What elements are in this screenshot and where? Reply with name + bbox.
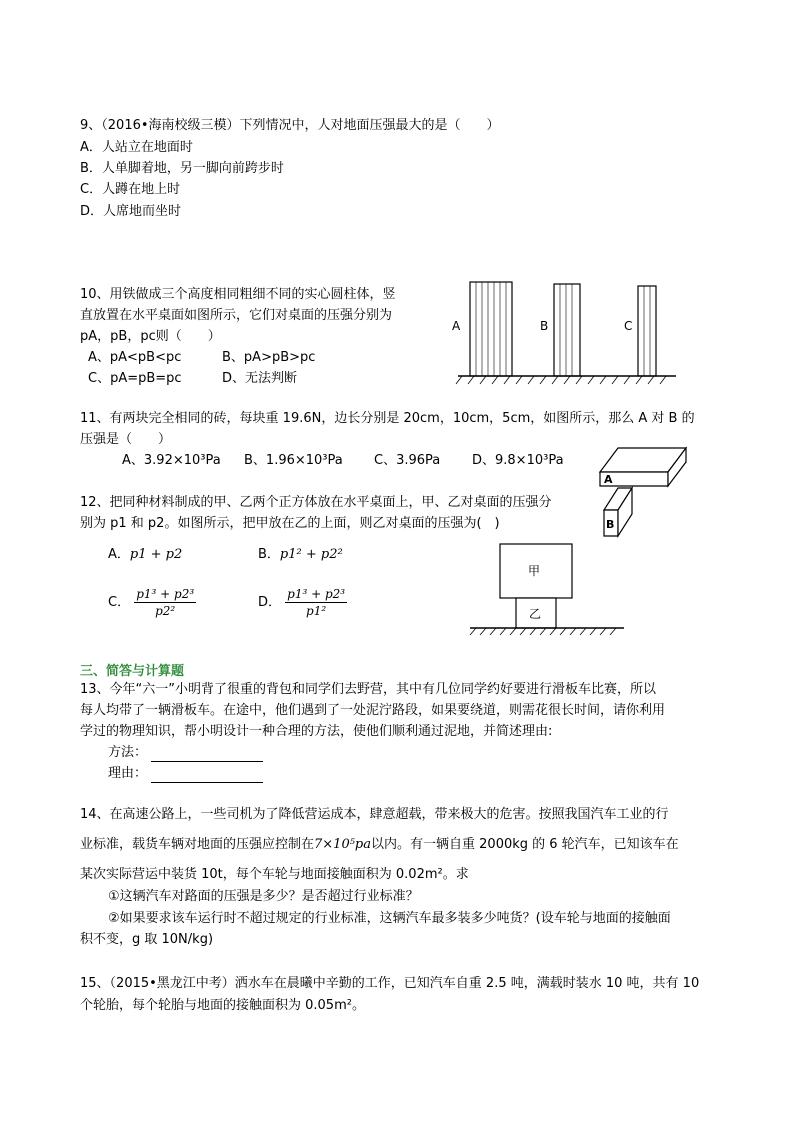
q13-stem-line1: 13、今年“六一”小明背了很重的背包和同学们去野营，其中有几位同学约好要进行滑板车比赛，所以 <box>80 682 657 697</box>
q12-option-c: C． $\frac{\text{p1³ + p2³}}{\text{p2²}}$ <box>108 587 195 618</box>
q10-option-c: C、pA=pB=pc <box>88 371 182 386</box>
cylinder-c <box>638 286 656 376</box>
q11-option-a: A、3.92×10³Pa <box>122 453 221 468</box>
q10-option-b: B、pA>pB>pc <box>222 350 316 365</box>
brick-a <box>600 448 686 486</box>
brick-b-label: B <box>606 518 615 531</box>
q12-stacked-cubes-figure <box>466 542 628 638</box>
cube-yi-label: 乙 <box>529 607 542 621</box>
q14-subquestion-1: ①这辆汽车对路面的压强是多少？是否超过行业标准？ <box>108 889 419 904</box>
q9-stem: 9、（2016•海南校级三模）下列情况中，人对地面压强最大的是（ ） <box>80 118 500 133</box>
q13-reason: 理由： <box>108 765 263 783</box>
q12-stem-line2: 别为 p1 和 p2。如图所示，把甲放在乙的上面，则乙对桌面的压强为( ) <box>80 516 500 531</box>
q14-stem-line3: 某次实际营运中装货 10t，每个车轮与地面接触面积为 0.02m²。求 <box>80 867 469 882</box>
q10-stem-line1: 10、用铁做成三个高度相同粗细不同的实心圆柱体，竖 <box>80 287 396 302</box>
section-heading: 三、简答与计算题 <box>80 664 185 679</box>
q12-option-c-fraction: $\frac{\text{p1³ + p2³}}{\text{p2²}}$ <box>136 587 195 618</box>
q11-bricks-figure <box>596 440 692 540</box>
q12-option-b: B．p1² + p2² <box>258 547 343 562</box>
q10-option-a: A、pA<pB<pc <box>88 350 182 365</box>
cylinder-a-label: A <box>452 319 461 333</box>
method-answer-blank[interactable] <box>151 747 263 762</box>
q14-subquestion-2-cont: 积不变，g 取 10N/kg) <box>80 932 214 947</box>
q12-option-d: D． $\frac{\text{p1³ + p2³}}{\text{p1²}}$ <box>258 587 346 618</box>
q9-option-b: B．人单脚着地，另一脚向前跨步时 <box>80 161 284 176</box>
q10-stem-line2: 直放置在水平桌面如图所示，它们对桌面的压强分别为 <box>80 308 393 323</box>
q12-option-d-fraction: $\frac{\text{p1³ + p2³}}{\text{p1²}}$ <box>287 587 346 618</box>
q12-option-a: A．p1 + p2 <box>108 547 183 562</box>
q11-stem-line2: 压强是（ ） <box>80 432 172 447</box>
q10-stem-line3: pA，pB，pc则（ ） <box>80 329 221 344</box>
q9-option-d: D．人席地而坐时 <box>80 204 182 219</box>
q11-option-d: D、9.8×10³Pa <box>472 453 564 468</box>
reason-answer-blank[interactable] <box>151 768 263 783</box>
q13-stem-line2: 每人均带了一辆滑板车。在途中，他们遇到了一处泥泞路段，如果要绕道，则需花很长时间，请你利用 <box>80 703 666 718</box>
q13-method: 方法： <box>108 744 263 762</box>
q14-stem-line2: 业标准，载货车辆对地面的压强应控制在7×10⁵pa以内。有一辆自重 2000kg 的 6 轮汽车，已知该车在 <box>80 837 679 852</box>
q14-subquestion-2: ②如果要求该车运行时不超过规定的行业标准，这辆汽车最多装多少吨货？(设车轮与地面的接触面 <box>108 911 671 926</box>
cylinder-c-label: C <box>624 319 633 333</box>
q9-option-c: C．人蹲在地上时 <box>80 182 181 197</box>
q11-option-c: C、3.96Pa <box>374 453 441 468</box>
q15-stem-line1: 15、（2015•黑龙江中考）洒水车在晨曦中辛勤的工作，已知汽车自重 2.5 吨，满载时装水 10 吨，共有 10 <box>80 976 700 991</box>
q11-stem-line1: 11、有两块完全相同的砖，每块重 19.6N，边长分别是 20cm，10cm，5cm，如图所示，那么 A 对 B 的 <box>80 411 695 426</box>
cylinder-b-label: B <box>540 319 549 333</box>
cube-jia-label: 甲 <box>528 564 541 578</box>
q14-stem-line1: 14、在高速公路上，一些司机为了降低营运成本，肆意超载，带来极大的危害。按照我国汽车工业的行 <box>80 807 669 822</box>
q10-option-d: D、无法判断 <box>222 371 298 386</box>
q12-stem-line1: 12、把同种材料制成的甲、乙两个正方体放在水平桌面上，甲、乙对桌面的压强分 <box>80 495 552 510</box>
cylinder-b <box>554 284 580 376</box>
q13-stem-line3: 学过的物理知识，帮小明设计一种合理的方法，使他们顺利通过泥地，并简述理由: <box>80 724 553 739</box>
brick-a-label: A <box>604 473 613 486</box>
q9-option-a: A．人站立在地面时 <box>80 140 193 155</box>
q10-cylinders-figure <box>448 278 682 386</box>
q15-stem-line2: 个轮胎，每个轮胎与地面的接触面积为 0.05m²。 <box>80 998 365 1013</box>
q11-option-b: B、1.96×10³Pa <box>244 453 343 468</box>
cylinder-a <box>470 282 512 376</box>
